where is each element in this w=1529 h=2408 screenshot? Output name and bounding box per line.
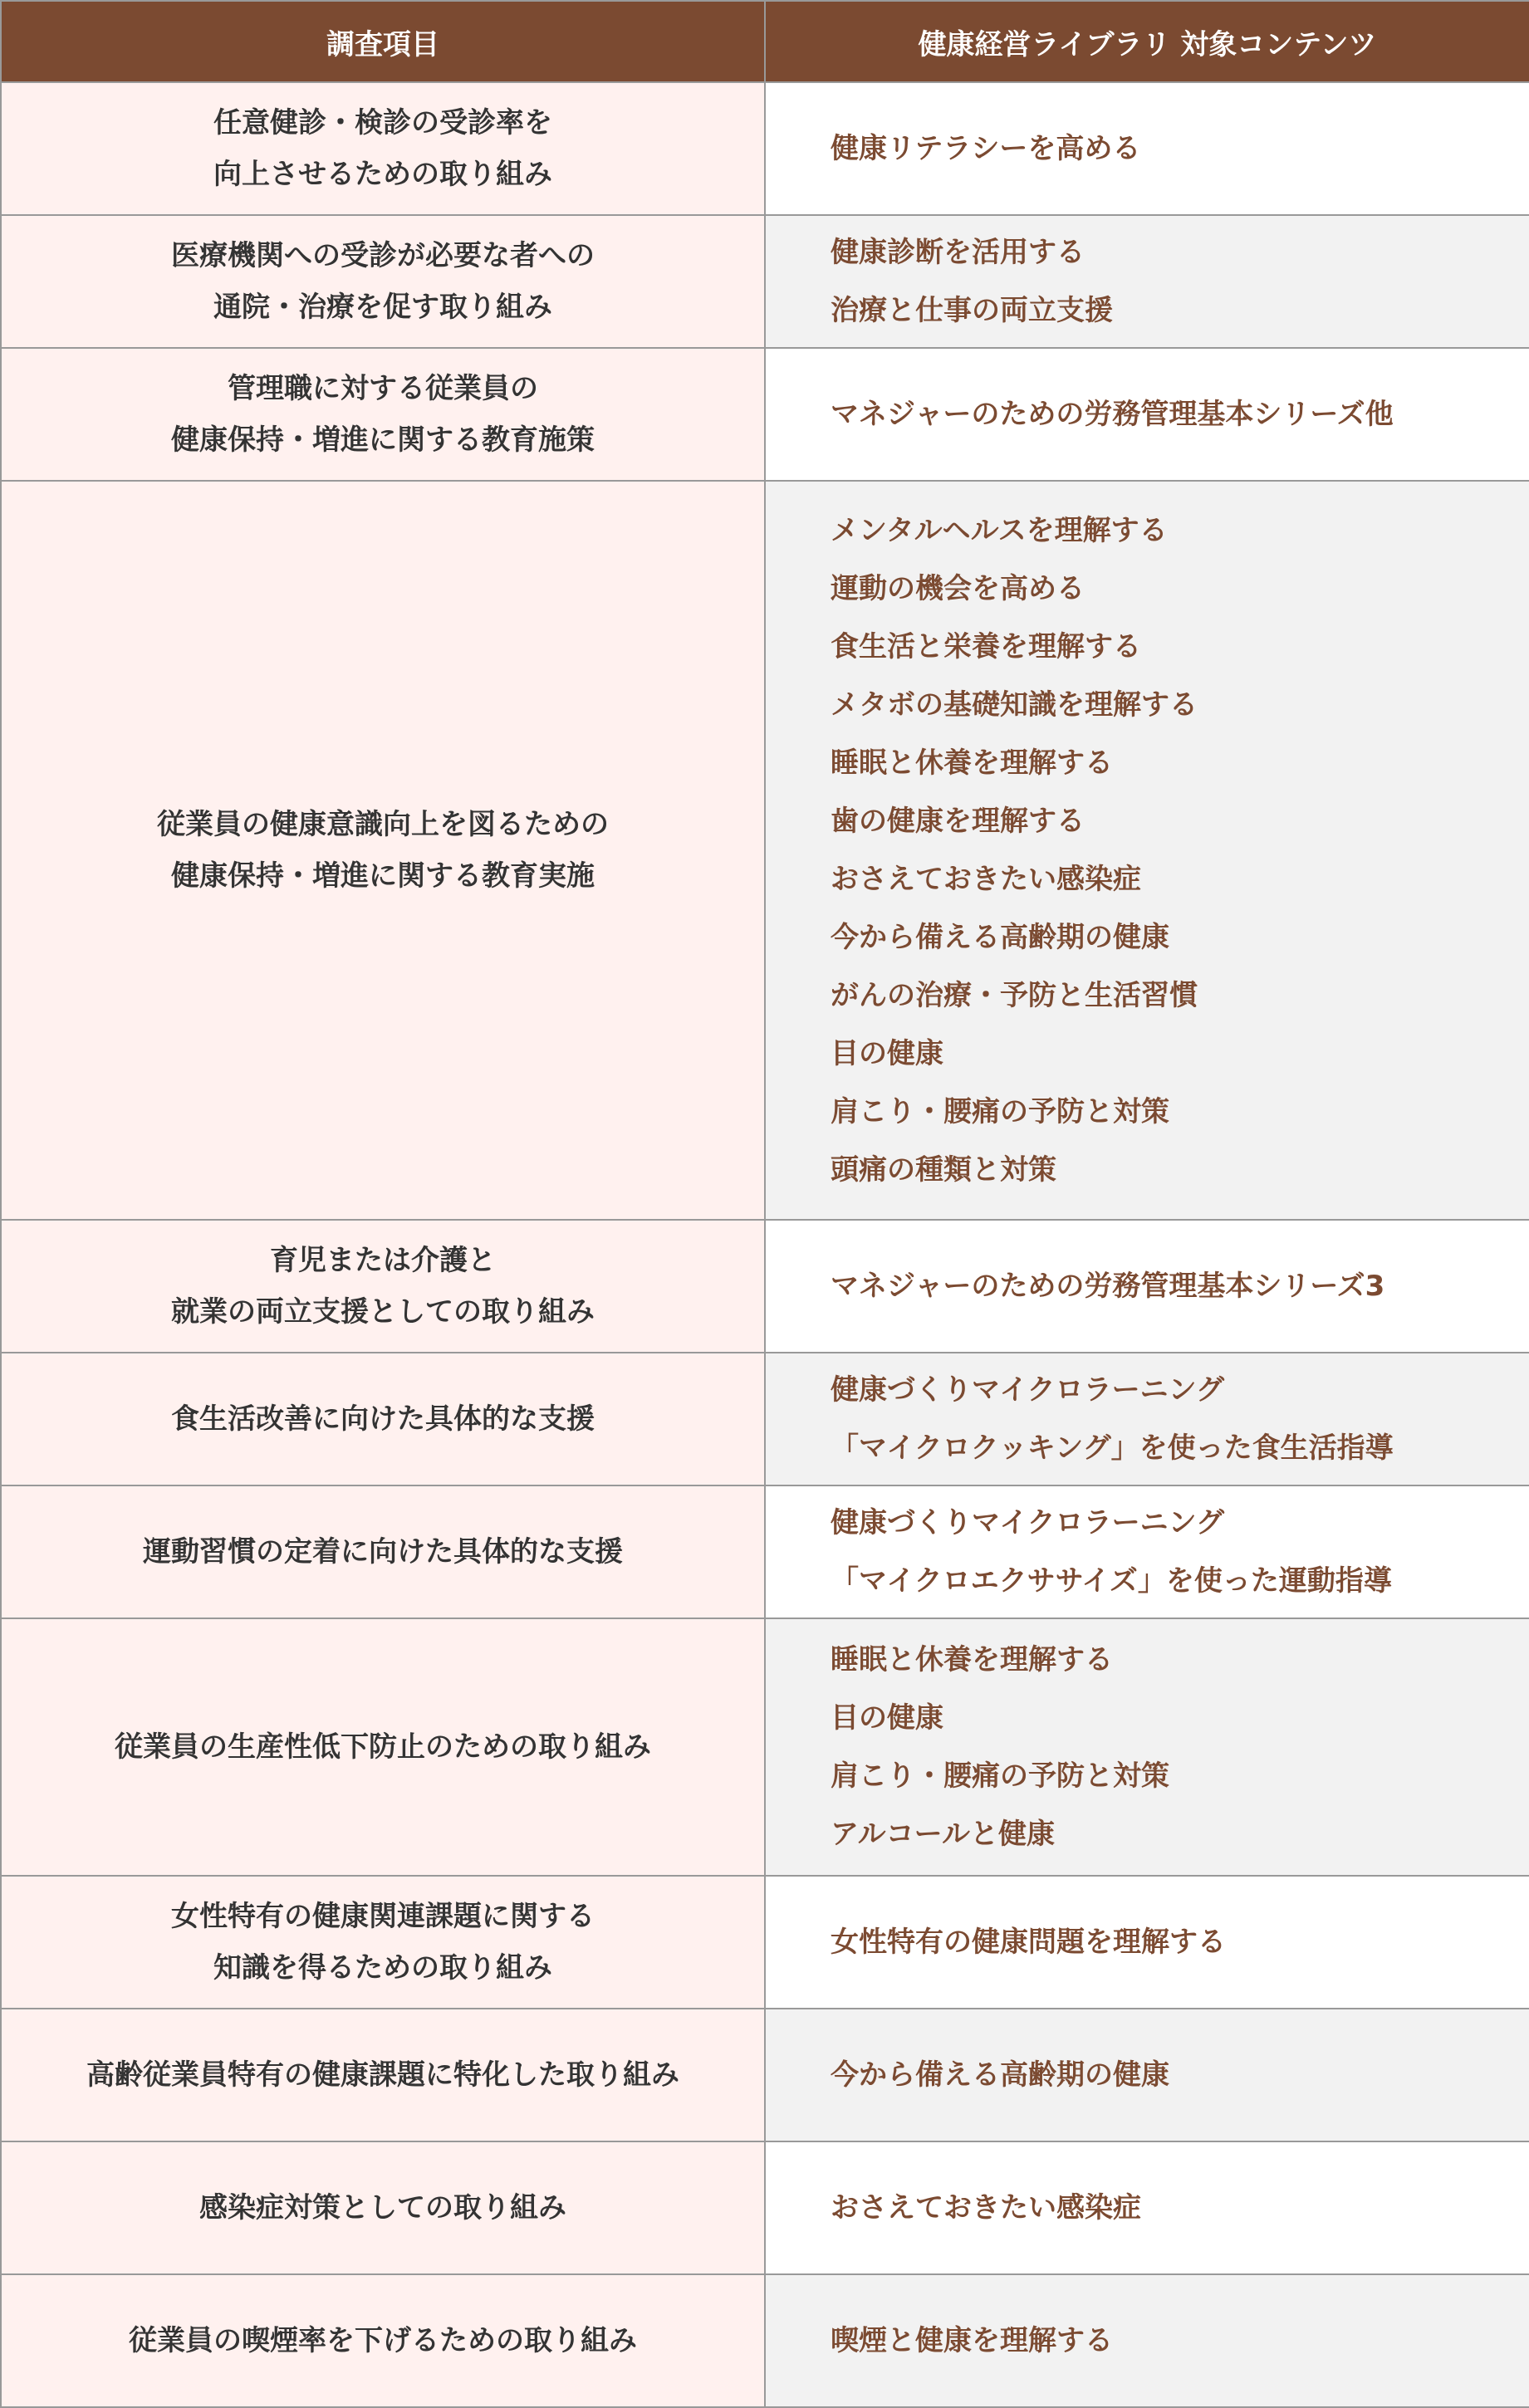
library-content-item: アルコールと健康 — [831, 1818, 1055, 1851]
library-content-item: 「マイクロエクササイズ」を使った運動指導 — [831, 1564, 1392, 1598]
survey-item-cell — [1, 2141, 765, 2274]
survey-item-text: 高齢従業員特有の健康課題に特化した取り組み — [86, 2058, 679, 2092]
library-content-item: 「マイクロクッキング」を使った食生活指導 — [831, 1432, 1394, 1465]
library-content-cell — [765, 1220, 1529, 1353]
survey-item-text: 従業員の生産性低下防止のための取り組み — [115, 1730, 651, 1764]
library-content-cell — [765, 2009, 1529, 2141]
survey-item-text: 食生活改善に向けた具体的な支援 — [171, 1402, 595, 1436]
library-content-item: 健康づくりマイクロラーニング — [831, 1373, 1224, 1407]
survey-item-text: 健康保持・増進に関する教育施策 — [171, 423, 595, 457]
library-content-cell — [765, 215, 1529, 348]
table-row — [1, 2141, 1529, 2274]
survey-item-text: 感染症対策としての取り組み — [199, 2191, 566, 2224]
header-library-content: 健康経営ライブラリ 対象コンテンツ — [765, 1, 1529, 82]
library-content-item: 治療と仕事の両立支援 — [831, 294, 1113, 327]
library-content-item: 目の健康 — [831, 1037, 943, 1070]
survey-item-text: 女性特有の健康関連課題に関する — [171, 1900, 595, 1933]
library-content-item: メタボの基礎知識を理解する — [831, 688, 1198, 722]
survey-item-cell — [1, 1876, 765, 2009]
library-content-cell — [765, 1485, 1529, 1618]
library-content-item: 運動の機会を高める — [831, 572, 1085, 605]
library-content-item: 頭痛の種類と対策 — [831, 1153, 1056, 1187]
survey-item-cell — [1, 348, 765, 481]
library-content-item: 歯の健康を理解する — [831, 805, 1085, 838]
table-row — [1, 1618, 1529, 1876]
survey-item-cell — [1, 481, 765, 1220]
library-content-item: メンタルヘルスを理解する — [831, 514, 1168, 547]
table-body — [1, 82, 1529, 2407]
survey-item-text: 知識を得るための取り組み — [213, 1951, 552, 1985]
table-row — [1, 1353, 1529, 1485]
header-survey-item: 調査項目 — [1, 1, 765, 82]
library-content-item: 健康リテラシーを高める — [831, 132, 1141, 165]
survey-item-text: 育児または介護と — [270, 1244, 496, 1277]
library-content-item: がんの治療・予防と生活習慣 — [831, 979, 1198, 1012]
library-content-item: 喫煙と健康を理解する — [831, 2324, 1113, 2357]
survey-item-cell — [1, 1220, 765, 1353]
table-row — [1, 348, 1529, 481]
survey-item-text: 運動習慣の定着に向けた具体的な支援 — [143, 1535, 623, 1569]
library-content-item: 睡眠と休養を理解する — [831, 746, 1113, 780]
library-content-item: 今から備える高齢期の健康 — [831, 921, 1169, 954]
survey-item-cell — [1, 2274, 765, 2407]
survey-item-cell — [1, 82, 765, 215]
library-content-cell — [765, 481, 1529, 1220]
library-content-item: 目の健康 — [831, 1701, 943, 1735]
survey-item-text: 従業員の喫煙率を下げるための取り組み — [129, 2324, 637, 2357]
library-content-item: おさえておきたい感染症 — [831, 2191, 1141, 2224]
library-content-item: 健康づくりマイクロラーニング — [831, 1506, 1224, 1539]
table-row — [1, 2274, 1529, 2407]
library-content-item: おさえておきたい感染症 — [831, 863, 1141, 896]
table-row — [1, 1876, 1529, 2009]
survey-item-cell — [1, 1353, 765, 1485]
survey-item-text: 就業の両立支援としての取り組み — [171, 1295, 595, 1329]
library-content-item: 肩こり・腰痛の予防と対策 — [831, 1760, 1169, 1793]
survey-item-text: 医療機関への受診が必要な者への — [171, 239, 595, 272]
library-content-item: 肩こり・腰痛の予防と対策 — [831, 1095, 1169, 1128]
library-content-cell — [765, 2274, 1529, 2407]
library-content-cell — [765, 348, 1529, 481]
library-content-item: 今から備える高齢期の健康 — [831, 2058, 1169, 2092]
library-content-cell — [765, 1876, 1529, 2009]
table-row — [1, 481, 1529, 1220]
library-content-item: 女性特有の健康問題を理解する — [831, 1926, 1226, 1959]
survey-item-text: 通院・治療を促す取り組み — [213, 291, 552, 324]
library-content-item: 食生活と栄養を理解する — [831, 630, 1141, 663]
library-content-cell — [765, 2141, 1529, 2274]
survey-item-text: 管理職に対する従業員の — [228, 372, 538, 405]
table-row — [1, 1220, 1529, 1353]
library-content-item: 健康診断を活用する — [831, 236, 1085, 269]
survey-item-cell — [1, 215, 765, 348]
library-content-cell — [765, 82, 1529, 215]
survey-item-cell — [1, 1618, 765, 1876]
table-row — [1, 1485, 1529, 1618]
survey-item-cell — [1, 1485, 765, 1618]
library-content-item: 睡眠と休養を理解する — [831, 1643, 1113, 1676]
library-content-cell — [765, 1618, 1529, 1876]
survey-item-text: 任意健診・検診の受診率を — [213, 106, 552, 139]
library-content-item: マネジャーのための労務管理基本シリーズ3 — [831, 1270, 1385, 1303]
library-content-cell — [765, 1353, 1529, 1485]
library-content-item: マネジャーのための労務管理基本シリーズ他 — [831, 398, 1394, 431]
survey-item-text: 従業員の健康意識向上を図るための — [157, 808, 609, 841]
table-row — [1, 82, 1529, 215]
survey-item-cell — [1, 2009, 765, 2141]
table-row — [1, 215, 1529, 348]
table-header-row — [1, 1, 1529, 82]
survey-item-text: 向上させるための取り組み — [213, 158, 552, 191]
table-row — [1, 2009, 1529, 2141]
survey-item-text: 健康保持・増進に関する教育実施 — [171, 859, 595, 893]
